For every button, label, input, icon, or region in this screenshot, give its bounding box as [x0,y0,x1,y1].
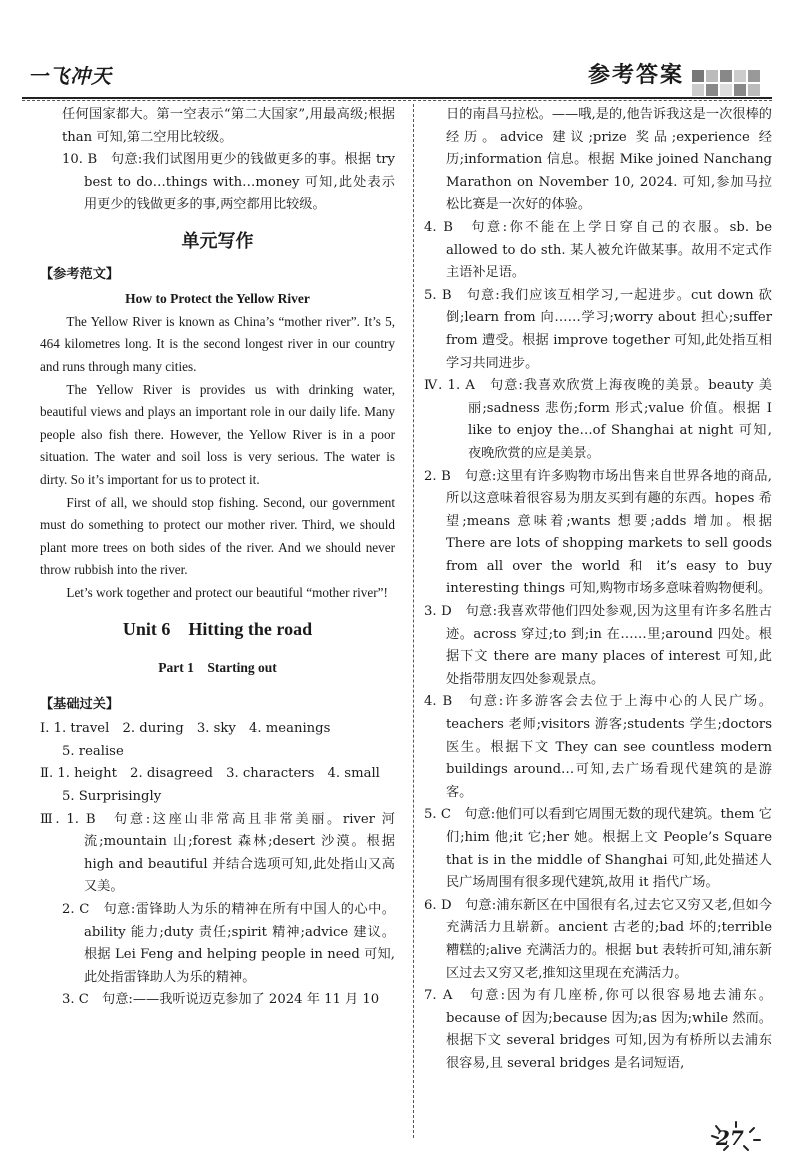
section-3-answer: 5. B 句意:我们应该互相学习,一起进步。cut down 砍倒;learn from 向……学习;worry about 担心;suffer from 遭受。根据 improve together 可知,此处指互相学习共同进步。 [424,287,772,371]
section-3-answer: 4. B 句意:你不能在上学日穿自己的衣服。sb. be allowed to do sth. 某人被允许做某事。故用不定式作主语补足语。 [424,219,772,281]
page-header [0,0,800,100]
section-4-answer: 7. A 句意:因为有几座桥,你可以很容易地去浦东。because of 因为;because 因为;as 因为;while 然而。根据下文 several bridges 可知,因为有桥所以去浦东很容易,且 several bridges 是名词短语, [424,988,772,1071]
answer-continued: 日的南昌马拉松。——哦,是的,他告诉我这是一次很棒的经历。advice 建议;prize 奖品;experience 经历;information 信息。根据 Mike joined Nanchang Marathon on November 10, 2024. 可知,参加马拉松比赛是一次好的体验。 [446,107,772,213]
page-number-badge [706,1118,766,1158]
section-1-line: Ⅰ. 1. travel 2. during 3. sky 4. meanings [40,721,331,737]
essay-paragraph: Let’s work together and protect our beautiful “mother river”! [66,584,388,600]
part-title: Part 1 Starting out [158,660,277,676]
answer-continued: 任何国家都大。第一空表示“第二大国家”,用最高级;根据 than 可知,第二空用比较级。 [62,107,395,145]
essay-paragraph: The Yellow River is known as China’s “mother river”. It’s 5, 464 kilometres long. It is the second longest river in our country and runs through many cities. [40,313,395,374]
right-column [424,104,772,1076]
section-4-answer: 3. D 句意:我喜欢带他们四处参观,因为这里有许多名胜古迹。across 穿过;to 到;in 在……里;around 四处。根据下文 there are many places of interest 可知,此处指带朋友四处参观景点。 [424,604,772,687]
answer-q10: 10. B 句意:我们试图用更少的钱做更多的事。根据 try best to do…things with…money 可知,此处表示用更少的钱做更多的事,两空都用比较级。 [62,152,395,213]
essay-title: How to Protect the Yellow River [125,291,310,307]
column-divider [413,104,414,1138]
unit-title: Unit 6 Hitting the road [122,619,313,640]
section-2-line: Ⅱ. 1. height 2. disagreed 3. characters 4. small [40,766,380,782]
header-title: 参考答案 [588,62,685,88]
section-3-answer: Ⅲ. 1. B 句意:这座山非常高且非常美丽。river 河流;mountain 山;forest 森林;desert 沙漠。根据 high and beautiful 并结合选项可知,此处指山又高又美。 [40,811,395,895]
essay-paragraph: First of all, we should stop fishing. Second, our government must do something to protect our mother river. Third, we should plant more trees on both sides of the river. And we should never throw rubbish into the river. [40,494,395,578]
section-3-answer: 2. C 句意:雷锋助人为乐的精神在所有中国人的心中。ability 能力;duty 责任;spirit 精神;advice 建议。根据 Lei Feng and helping people in need 可知,此处指雷锋助人为乐的精神。 [62,902,395,985]
header-dashed-rule [22,100,772,101]
section-title: 单元写作 [181,230,254,252]
basic-tag: 【基础过关】 [40,696,120,712]
section-4-answer: 2. B 句意:这里有许多购物市场出售来自世界各地的商品,所以这意味着很容易为朋友买到有趣的东西。hopes 希望;means 意味着;wants 想要;adds 增加。根据 There are lots of shopping markets to sell goods from all over the world 和 it’s easy to buy interesting things 可知,购物市场多意味着购物便利。 [424,468,772,597]
brand-logo: 一飞冲天 [28,64,112,88]
section-3-answer: 3. C 句意:——我听说迈克参加了 2024 年 11 月 10 [62,992,380,1008]
model-essay-tag: 【参考范文】 [40,266,120,282]
page-number: 27 [716,1126,744,1150]
section-2-line: 5. Surprisingly [62,789,162,805]
checker-decoration [692,70,768,98]
section-4-answer: 5. C 句意:他们可以看到它周围无数的现代建筑。them 它们;him 他;it 它;her 她。根据上文 People’s Square that is in the middle of Shanghai 可知,此处描述人民广场周围有很多现代建筑,故用 it 指代广场。 [424,807,772,891]
section-4-answer: Ⅳ. 1. A 句意:我喜欢欣赏上海夜晚的美景。beauty 美丽;sadness 悲伤;form 形式;value 价值。根据 I like to enjoy the…of Shanghai at night 可知,夜晚欣赏的应是美景。 [424,378,772,461]
header-rule [22,97,772,99]
section-1-line: 5. realise [62,743,124,759]
section-4-answer: 6. D 句意:浦东新区在中国很有名,过去它又穷又老,但如今充满活力且崭新。ancient 古老的;bad 坏的;terrible 糟糕的;alive 充满活力的。根据 but 表转折可知,浦东新区过去又穷又老,推知这里现在充满活力。 [424,897,772,981]
section-4-answer: 4. B 句意:许多游客会去位于上海中心的人民广场。teachers 老师;visitors 游客;students 学生;doctors 医生。根据下文 They can see countless modern buildings around…可知,去广场看现代建筑的是游客。 [424,694,772,800]
left-column [40,104,395,1012]
essay-paragraph: The Yellow River is provides us with drinking water, beautiful views and plays an important role in our daily life. Many people also fish there. However, the Yellow River is in a poor situation. The water and soil loss is very serious. The water is dirty. So it’s important for us to protect it. [40,381,395,487]
